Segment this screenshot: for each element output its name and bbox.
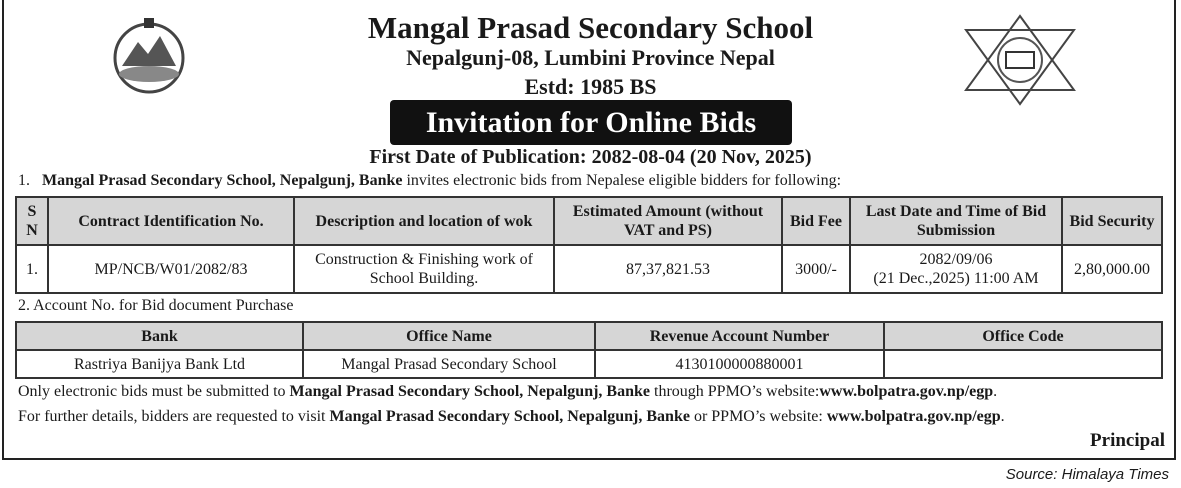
table-header-row xyxy=(16,322,1162,350)
cell-account: 4130100000880001 xyxy=(595,350,884,378)
header-deadline: Last Date and Time of Bid Submission xyxy=(850,197,1062,245)
publication-date: First Date of Publication: 2082-08-04 (20 Nov, 2025) xyxy=(369,146,812,168)
account-table xyxy=(15,321,1163,379)
cell-security: 2,80,000.00 xyxy=(1062,245,1162,293)
header-security: Bid Security xyxy=(1062,197,1162,245)
table-header-row xyxy=(16,197,1162,245)
cell-fee: 3000/- xyxy=(782,245,850,293)
table-row xyxy=(16,350,1162,378)
cell-description: Construction & Finishing work of School Building. xyxy=(294,245,554,293)
header-fee: Bid Fee xyxy=(782,197,850,245)
header-amount: Estimated Amount (without VAT and PS) xyxy=(554,197,782,245)
cell-office: Mangal Prasad Secondary School xyxy=(303,350,595,378)
header-description: Description and location of wok xyxy=(294,197,554,245)
header-office: Office Name xyxy=(303,322,595,350)
header-code: Office Code xyxy=(884,322,1162,350)
intro-bold: Mangal Prasad Secondary School, Nepalgunj, Banke xyxy=(42,172,403,189)
deadline-time: (21 Dec.,2025) 11:00 AM xyxy=(873,270,1039,287)
header-bank: Bank xyxy=(16,322,303,350)
school-address: Nepalgunj-08, Lumbini Province Nepal xyxy=(406,45,775,70)
note-bold: Mangal Prasad Secondary School, Nepalgunj, Banke xyxy=(329,408,690,425)
note-text: Only electronic bids must be submitted to xyxy=(18,383,290,400)
intro-line xyxy=(18,172,841,190)
cell-amount: 87,37,821.53 xyxy=(554,245,782,293)
item-number: 1. xyxy=(18,172,30,189)
cell-contract: MP/NCB/W01/2082/83 xyxy=(48,245,294,293)
table-row xyxy=(16,245,1162,293)
header-sn: S N xyxy=(16,197,48,245)
cell-code xyxy=(884,350,1162,378)
account-heading: 2. Account No. for Bid document Purchase xyxy=(18,297,294,314)
note-text: . xyxy=(993,383,998,400)
note-details xyxy=(18,408,1005,426)
cell-sn: 1. xyxy=(16,245,48,293)
note-text: For further details, bidders are requested to visit xyxy=(18,408,330,425)
note-bold: Mangal Prasad Secondary School, Nepalgunj, Banke xyxy=(289,383,650,400)
note-text: through PPMO’s website: xyxy=(650,383,820,400)
signature: Principal xyxy=(1090,430,1165,451)
website-link[interactable]: www.bolpatra.gov.np/egp xyxy=(826,408,1001,425)
intro-text: invites electronic bids from Nepalese eligible bidders for following: xyxy=(402,172,842,189)
bids-table xyxy=(15,196,1163,294)
website-link[interactable]: www.bolpatra.gov.np/egp xyxy=(819,383,994,400)
note-text: or PPMO’s website: xyxy=(689,408,827,425)
school-name: Mangal Prasad Secondary School xyxy=(367,10,814,45)
deadline-date: 2082/09/06 xyxy=(919,251,993,268)
header-contract: Contract Identification No. xyxy=(48,197,294,245)
source-credit: Source: Himalaya Times xyxy=(1005,466,1169,483)
established: Estd: 1985 BS xyxy=(524,74,657,99)
cell-bank: Rastriya Banijya Bank Ltd xyxy=(16,350,303,378)
cell-deadline xyxy=(850,245,1062,293)
note-submission xyxy=(18,383,997,401)
header-account: Revenue Account Number xyxy=(595,322,884,350)
note-text: . xyxy=(1000,408,1005,425)
notice-banner: Invitation for Online Bids xyxy=(390,100,792,145)
